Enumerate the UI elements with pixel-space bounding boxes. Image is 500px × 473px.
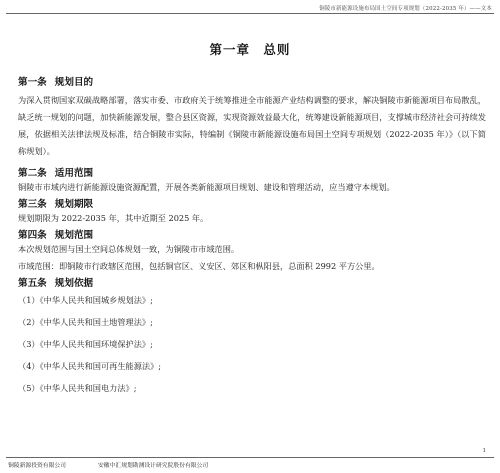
article-title: 规划期限 xyxy=(54,199,94,210)
article-number: 第五条 xyxy=(18,278,47,289)
list-item: （3）《中华人民共和国环境保护法》; xyxy=(18,339,153,349)
article-number: 第四条 xyxy=(18,230,47,241)
article-paragraph: 本次规划范围与国土空间总体规划一致，为铜陵市市域范围。 xyxy=(18,244,240,254)
article-heading xyxy=(18,74,486,88)
article-paragraph: 为深入贯彻国家双碳战略部署，落实市委、市政府关于统筹推进全市能源产业结构调整的要求，解决铜陵市新能源项目布局散乱，缺乏统一规划的问题，加快新能源发展，整合县区资源，实现资源效益最大化，统筹建设新能源项目，支撑城市经济社会可持续发展，依据相关法律法规及标准，结合铜陵市实际，特编制《铜陵市新能源设施布局国土空间专项规划（2022-2035 年）》（以下简称规划）。 xyxy=(18,95,486,156)
article-paragraph: 市域范围：即铜陵市行政辖区范围，包括铜官区、义安区、郊区和枞阳县，总面积 2992 平方公里。 xyxy=(18,261,380,271)
article-paragraph: 铜陵市市域内进行新能源设施资源配置，开展各类新能源项目规划、建设和管理活动，应当遵守本规划。 xyxy=(18,182,395,192)
article-number: 第二条 xyxy=(18,168,47,179)
article-heading xyxy=(18,165,486,179)
header-divider xyxy=(6,13,494,14)
article-title: 规划目的 xyxy=(54,77,94,88)
article-number: 第一条 xyxy=(18,77,47,88)
running-header: 铜陵市新能源设施布局国土空间专项规划（2022-2035 年）——文本 xyxy=(319,6,492,12)
list-item: （1）《中华人民共和国城乡规划法》; xyxy=(18,295,153,305)
footer-company-right: 安徽中汇规划勘测设计研究院股份有限公司 xyxy=(98,463,209,469)
list-item: （2）《中华人民共和国土地管理法》; xyxy=(18,317,153,327)
document-body xyxy=(18,74,486,399)
article-paragraph: 规划期限为 2022-2035 年，其中近期至 2025 年。 xyxy=(18,213,209,223)
article-heading xyxy=(18,227,486,241)
chapter-number: 第一章 xyxy=(209,42,251,57)
list-item: （5）《中华人民共和国电力法》; xyxy=(18,383,137,393)
article-number: 第三条 xyxy=(18,199,47,210)
chapter-title xyxy=(0,40,500,58)
article-heading xyxy=(18,275,486,289)
page-number: 1 xyxy=(482,448,486,454)
footer-divider xyxy=(6,457,494,458)
article-title: 规划范围 xyxy=(54,230,94,241)
list-item: （4）《中华人民共和国可再生能源法》; xyxy=(18,361,162,371)
footer-company-left: 铜陵新源投资有限公司 xyxy=(8,463,66,469)
chapter-name: 总则 xyxy=(263,42,291,57)
article-title: 规划依据 xyxy=(54,278,94,289)
article-heading xyxy=(18,196,486,210)
article-title: 适用范围 xyxy=(54,168,94,179)
